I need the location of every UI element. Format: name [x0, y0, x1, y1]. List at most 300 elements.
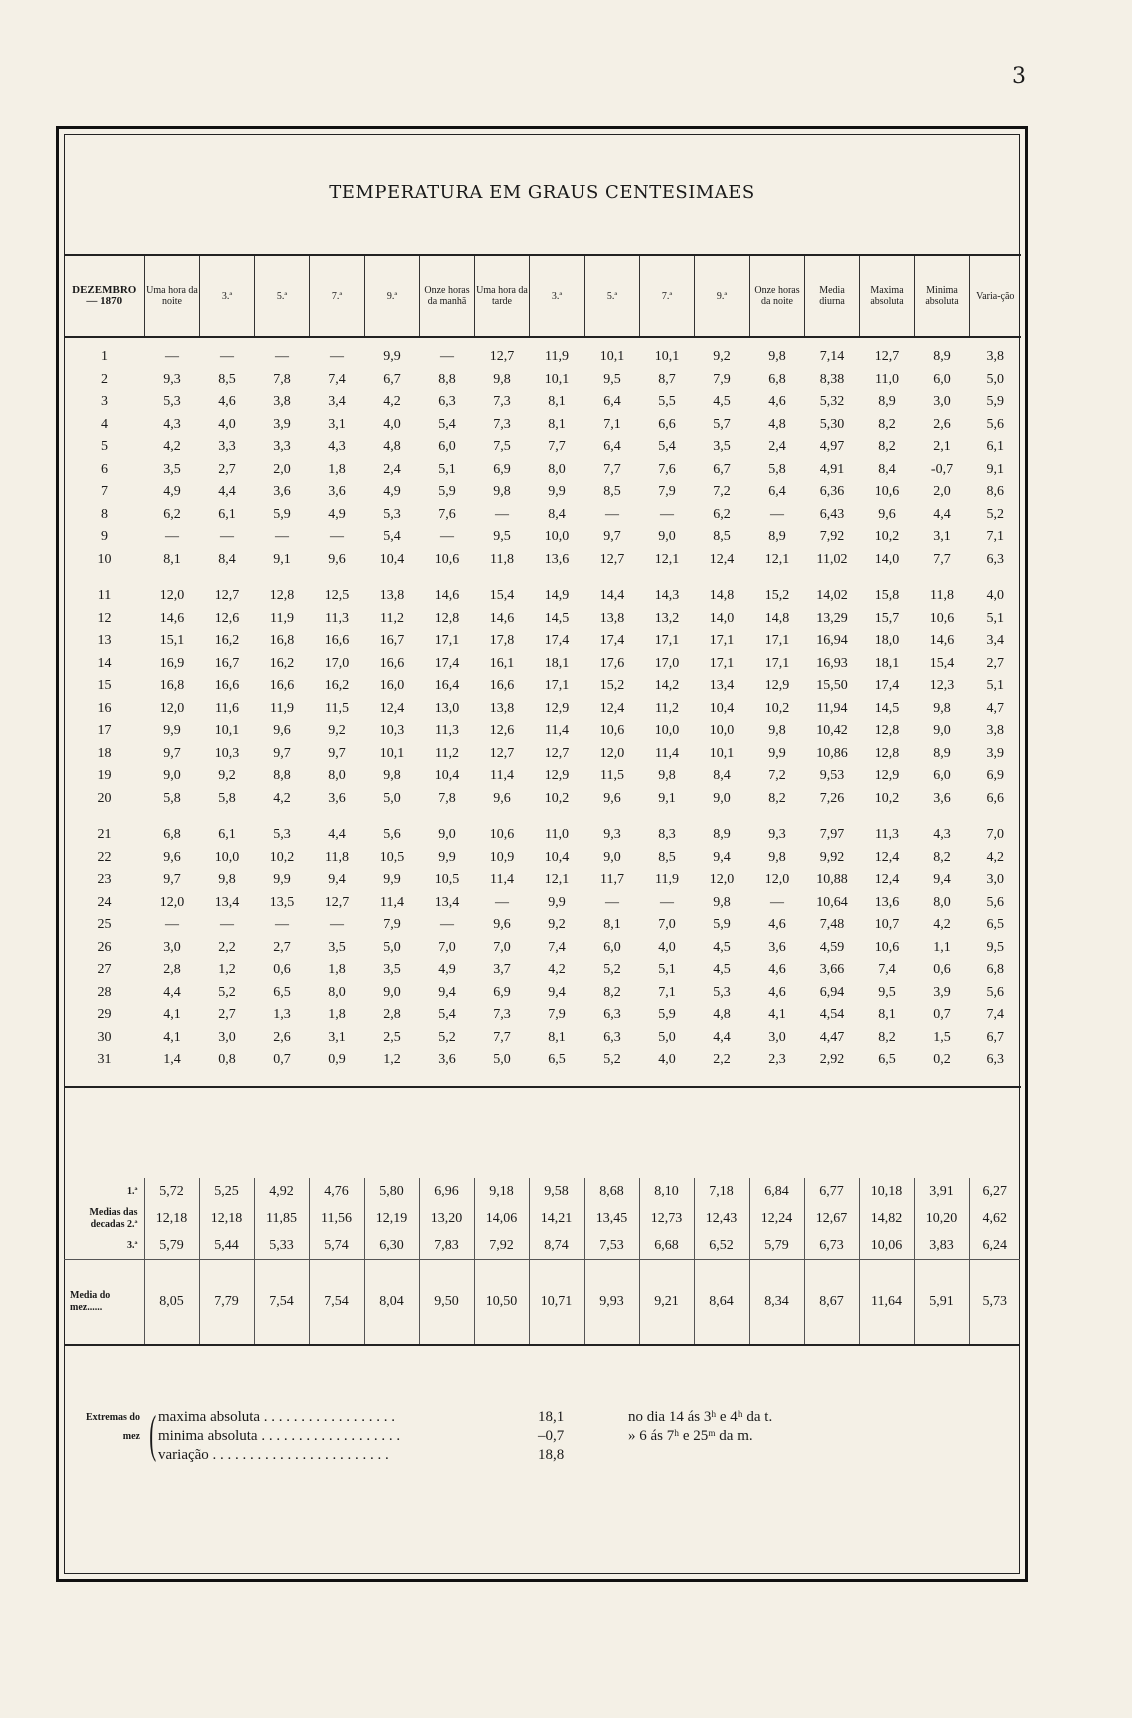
decada-cell: 5,79: [144, 1232, 199, 1260]
table-cell: 17,1: [709, 633, 735, 649]
decada-cell: 10,18: [859, 1178, 914, 1205]
table-row: [65, 892, 1021, 915]
table-cell: 3,5: [328, 939, 346, 955]
table-cell: 10,3: [379, 723, 405, 739]
table-cell: 10,5: [379, 849, 405, 865]
table-cell: 12,4: [599, 700, 625, 716]
decada-cell: 13,20: [419, 1205, 474, 1232]
table-cell: 5,4: [438, 1007, 456, 1023]
table-cell: 9,6: [163, 849, 181, 865]
table-cell: 4,6: [218, 394, 236, 410]
table-cell: 2,0: [273, 461, 291, 477]
table-cell: 9,3: [603, 827, 621, 843]
decada-cell: 6,68: [639, 1232, 694, 1260]
table-cell: 5,8: [163, 790, 181, 806]
media-mez-cell: 5,73: [969, 1260, 1020, 1346]
table-cell: 11,3: [435, 723, 459, 739]
table-cell: 16,2: [269, 655, 295, 671]
table-cell: 6,2: [163, 506, 181, 522]
table-row: [65, 369, 1021, 392]
table-cell: 3,5: [163, 461, 181, 477]
decada-cell: 6,27: [969, 1178, 1020, 1205]
table-cell: 17,4: [434, 655, 460, 671]
table-cell: 7,0: [438, 939, 456, 955]
table-cell: 6,3: [603, 1007, 621, 1023]
table-cell: 6,2: [713, 506, 731, 522]
table-cell: 10,0: [544, 529, 570, 545]
table-cell: 12,1: [764, 551, 790, 567]
table-cell: 9,8: [768, 723, 786, 739]
table-cell: 10,1: [544, 371, 570, 387]
table-cell: 9,7: [603, 529, 621, 545]
table-cell: 8,5: [713, 529, 731, 545]
decada-row: [64, 1232, 1020, 1260]
table-cell: 6,6: [986, 790, 1004, 806]
extrema-note: no dia 14 ás 3ʰ e 4ʰ da t.: [628, 1409, 773, 1425]
table-cell: 3,8: [986, 349, 1004, 365]
table-cell: 3,1: [328, 416, 346, 432]
table-cell: 0,6: [273, 962, 291, 978]
table-cell: 15,8: [874, 588, 900, 604]
day-cell: 12: [97, 610, 112, 626]
table-cell: —: [220, 349, 234, 365]
table-cell: 8,1: [878, 1007, 896, 1023]
table-cell: 5,5: [658, 394, 676, 410]
table-cell: 9,7: [163, 872, 181, 888]
table-cell: 8,0: [328, 768, 346, 784]
table-cell: 5,4: [658, 439, 676, 455]
table-cell: 2,4: [768, 439, 786, 455]
table-cell: 3,1: [933, 529, 951, 545]
table-row: [65, 608, 1021, 631]
table-cell: 9,0: [658, 529, 676, 545]
table-cell: 10,7: [874, 917, 900, 933]
day-cell: 14: [97, 655, 112, 671]
media-mez-cell: 8,04: [364, 1260, 419, 1346]
table-cell: 6,0: [438, 439, 456, 455]
extrema-label: minima absoluta . . . . . . . . . . . . . . . . . . .: [158, 1428, 401, 1444]
table-cell: 12,7: [324, 894, 350, 910]
table-cell: 9,5: [493, 529, 511, 545]
table-cell: 9,1: [658, 790, 676, 806]
table-cell: 11,94: [816, 700, 848, 716]
table-cell: 14,8: [709, 588, 735, 604]
table-cell: 7,1: [603, 416, 621, 432]
table-cell: 8,9: [768, 529, 786, 545]
table-cell: 4,9: [383, 484, 401, 500]
table-cell: 7,8: [438, 790, 456, 806]
table-cell: 3,5: [713, 439, 731, 455]
table-cell: 4,91: [819, 461, 845, 477]
decada-cell: 9,18: [474, 1178, 529, 1205]
day-cell: 10: [97, 551, 112, 567]
table-cell: 2,7: [218, 461, 236, 477]
table-cell: 8,3: [658, 827, 676, 843]
table-cell: 12,0: [599, 745, 625, 761]
table-row: [65, 459, 1021, 482]
table-cell: 9,0: [603, 849, 621, 865]
table-cell: 9,9: [163, 723, 181, 739]
table-cell: 10,42: [816, 723, 848, 739]
table-cell: 9,2: [328, 723, 346, 739]
decada-cell: 6,73: [804, 1232, 859, 1260]
table-cell: 10,0: [709, 723, 735, 739]
table-cell: 13,4: [214, 894, 240, 910]
table-cell: 10,1: [709, 745, 735, 761]
table-cell: 5,3: [713, 984, 731, 1000]
table-cell: 9,4: [933, 872, 951, 888]
table-cell: 16,8: [269, 633, 295, 649]
column-header: Onze horas da manhã: [420, 255, 475, 337]
table-cell: 7,48: [819, 917, 845, 933]
table-cell: 4,4: [163, 984, 181, 1000]
table-cell: 10,4: [434, 768, 460, 784]
table-cell: 6,94: [819, 984, 845, 1000]
table-cell: 12,8: [874, 723, 900, 739]
table-cell: 18,1: [544, 655, 570, 671]
table-cell: 4,4: [328, 827, 346, 843]
table-cell: 12,1: [544, 872, 570, 888]
table-cell: 4,0: [658, 1052, 676, 1068]
table-cell: 1,4: [163, 1052, 181, 1068]
table-cell: 3,4: [986, 633, 1004, 649]
table-cell: —: [660, 894, 674, 910]
decada-cell: 10,06: [859, 1232, 914, 1260]
table-cell: 11,8: [930, 588, 954, 604]
table-cell: 3,6: [768, 939, 786, 955]
table-cell: 4,9: [328, 506, 346, 522]
table-cell: 9,2: [548, 917, 566, 933]
table-cell: 10,0: [214, 849, 240, 865]
day-cell: 3: [101, 394, 108, 410]
table-row: [65, 959, 1021, 982]
table-row: [65, 698, 1021, 721]
table-cell: 8,1: [603, 917, 621, 933]
table-cell: 13,8: [379, 588, 405, 604]
table-cell: 3,66: [819, 962, 845, 978]
table-cell: 4,6: [768, 394, 786, 410]
table-cell: 4,3: [328, 439, 346, 455]
table-cell: 5,1: [658, 962, 676, 978]
day-cell: 20: [97, 790, 112, 806]
table-cell: 12,9: [544, 700, 570, 716]
table-cell: 6,5: [878, 1052, 896, 1068]
table-cell: 5,3: [163, 394, 181, 410]
decada-cell: 6,52: [694, 1232, 749, 1260]
table-cell: —: [605, 894, 619, 910]
table-cell: 3,6: [933, 790, 951, 806]
table-cell: 8,1: [548, 416, 566, 432]
table-cell: 9,8: [493, 484, 511, 500]
extrema-label: variação . . . . . . . . . . . . . . . . . . . . . . . .: [158, 1447, 389, 1463]
table-row: [65, 743, 1021, 766]
decada-cell: 5,80: [364, 1178, 419, 1205]
table-cell: 11,5: [600, 768, 624, 784]
table-cell: 7,4: [328, 371, 346, 387]
media-mez-label: Media do mez......: [64, 1260, 144, 1346]
table-cell: 1,8: [328, 962, 346, 978]
decade-gap: [65, 571, 1021, 585]
table-cell: 11,7: [600, 872, 624, 888]
table-cell: 9,9: [383, 872, 401, 888]
decada-cell: 8,68: [584, 1178, 639, 1205]
table-cell: 7,5: [493, 439, 511, 455]
table-cell: 10,6: [489, 827, 515, 843]
table-cell: 3,5: [383, 962, 401, 978]
table-cell: 16,7: [214, 655, 240, 671]
table-cell: 12,9: [764, 678, 790, 694]
table-cell: 11,02: [816, 551, 848, 567]
table-cell: 9,3: [163, 371, 181, 387]
table-cell: 3,3: [218, 439, 236, 455]
table-cell: 5,9: [986, 394, 1004, 410]
media-mez-cell: 9,93: [584, 1260, 639, 1346]
table-cell: 4,2: [383, 394, 401, 410]
table-cell: 2,4: [383, 461, 401, 477]
day-cell: 28: [97, 984, 112, 1000]
table-cell: 8,0: [328, 984, 346, 1000]
table-cell: 5,0: [493, 1052, 511, 1068]
table-cell: 5,8: [218, 790, 236, 806]
table-cell: 16,6: [324, 633, 350, 649]
table-cell: 2,7: [273, 939, 291, 955]
table-row: [65, 436, 1021, 459]
table-cell: —: [495, 506, 509, 522]
table-cell: 7,3: [493, 394, 511, 410]
decada-cell: 10,20: [914, 1205, 969, 1232]
table-cell: 10,2: [544, 790, 570, 806]
table-cell: 3,9: [986, 745, 1004, 761]
media-mez-cell: 9,50: [419, 1260, 474, 1346]
table-cell: 3,1: [328, 1029, 346, 1045]
table-cell: 7,7: [493, 1029, 511, 1045]
table-cell: 5,9: [658, 1007, 676, 1023]
table-cell: 16,6: [214, 678, 240, 694]
table-cell: 10,9: [489, 849, 515, 865]
table-cell: —: [275, 529, 289, 545]
column-header: 3.ª: [200, 255, 255, 337]
table-cell: 16,1: [489, 655, 515, 671]
table-cell: 5,0: [383, 790, 401, 806]
table-cell: 3,4: [328, 394, 346, 410]
column-header: Media diurna: [805, 255, 860, 337]
day-cell: 19: [97, 768, 112, 784]
column-header: 5.ª: [585, 255, 640, 337]
decada-cell: 13,45: [584, 1205, 639, 1232]
day-cell: 18: [97, 745, 112, 761]
table-row: [65, 869, 1021, 892]
table-cell: 3,7: [493, 962, 511, 978]
table-cell: 8,5: [603, 484, 621, 500]
table-cell: 3,0: [218, 1029, 236, 1045]
table-cell: 10,2: [874, 529, 900, 545]
table-cell: 3,6: [438, 1052, 456, 1068]
table-cell: 8,1: [163, 551, 181, 567]
table-row: [65, 720, 1021, 743]
table-row: [65, 982, 1021, 1005]
table-cell: 14,6: [159, 610, 185, 626]
table-cell: 5,6: [383, 827, 401, 843]
decada-cell: 12,18: [144, 1205, 199, 1232]
table-cell: 11,4: [380, 894, 404, 910]
media-mez-cell: 5,91: [914, 1260, 969, 1346]
decada-cell: 7,92: [474, 1232, 529, 1260]
table-cell: 7,1: [658, 984, 676, 1000]
table-cell: 9,8: [658, 768, 676, 784]
table-cell: 6,8: [163, 827, 181, 843]
table-row: [65, 337, 1021, 369]
table-cell: 8,4: [548, 506, 566, 522]
table-cell: 16,2: [214, 633, 240, 649]
table-cell: 12,1: [654, 551, 680, 567]
table-cell: 12,3: [929, 678, 955, 694]
table-cell: 14,8: [764, 610, 790, 626]
table-cell: 7,9: [548, 1007, 566, 1023]
extrema-note: » 6 ás 7ʰ e 25ᵐ da m.: [628, 1428, 753, 1444]
table-cell: 11,2: [435, 745, 459, 761]
table-cell: 8,5: [218, 371, 236, 387]
extrema-value: 18,8: [538, 1447, 565, 1463]
decada-cell: 6,30: [364, 1232, 419, 1260]
table-cell: —: [330, 529, 344, 545]
day-cell: 7: [101, 484, 108, 500]
table-cell: 11,6: [215, 700, 239, 716]
table-cell: 8,8: [273, 768, 291, 784]
table-cell: 9,8: [768, 849, 786, 865]
table-cell: 6,5: [548, 1052, 566, 1068]
table-cell: 16,6: [269, 678, 295, 694]
table-cell: 12,4: [874, 872, 900, 888]
table-cell: 11,3: [875, 827, 899, 843]
table-cell: 8,9: [878, 394, 896, 410]
table-cell: 7,4: [986, 1007, 1004, 1023]
table-cell: 9,2: [218, 768, 236, 784]
table-cell: 9,6: [273, 723, 291, 739]
table-cell: 4,3: [163, 416, 181, 432]
table-cell: 6,1: [986, 439, 1004, 455]
table-cell: 5,9: [273, 506, 291, 522]
media-mez-cell: 7,54: [254, 1260, 309, 1346]
table-cell: 7,0: [493, 939, 511, 955]
table-cell: 9,0: [383, 984, 401, 1000]
table-cell: 14,4: [599, 588, 625, 604]
table-cell: 11,4: [655, 745, 679, 761]
table-cell: 16,6: [489, 678, 515, 694]
table-cell: 3,8: [986, 723, 1004, 739]
decada-cell: 12,73: [639, 1205, 694, 1232]
table-cell: 3,9: [933, 984, 951, 1000]
table-cell: 3,6: [328, 484, 346, 500]
table-cell: 5,0: [986, 371, 1004, 387]
table-cell: 6,1: [218, 827, 236, 843]
table-cell: —: [165, 917, 179, 933]
table-cell: 10,0: [654, 723, 680, 739]
table-cell: 14,2: [654, 678, 680, 694]
table-cell: 6,8: [986, 962, 1004, 978]
table-cell: 8,9: [933, 349, 951, 365]
decada-cell: 6,96: [419, 1178, 474, 1205]
extremas-label: Extremas do mez: [86, 1412, 140, 1442]
table-cell: 4,9: [438, 962, 456, 978]
table-cell: 10,1: [599, 349, 625, 365]
table-cell: 5,2: [218, 984, 236, 1000]
table-cell: 6,7: [383, 371, 401, 387]
table-cell: 5,30: [819, 416, 845, 432]
table-cell: 4,7: [986, 700, 1004, 716]
table-cell: 9,0: [713, 790, 731, 806]
table-cell: 11,8: [490, 551, 514, 567]
table-cell: 9,9: [548, 484, 566, 500]
table-cell: 6,3: [986, 551, 1004, 567]
table-cell: 9,4: [438, 984, 456, 1000]
table-cell: 4,9: [163, 484, 181, 500]
table-cell: 9,5: [603, 371, 621, 387]
day-cell: 6: [101, 461, 108, 477]
page-number: 3: [1012, 64, 1026, 89]
table-row: [65, 675, 1021, 698]
decada-cell: 6,24: [969, 1232, 1020, 1260]
column-header: Maxima absoluta: [860, 255, 915, 337]
table-cell: 11,9: [270, 610, 294, 626]
table-cell: 6,0: [603, 939, 621, 955]
table-cell: 12,7: [599, 551, 625, 567]
table-cell: 16,93: [816, 655, 848, 671]
extrema-row: [158, 1446, 772, 1465]
table-cell: —: [440, 529, 454, 545]
table-cell: 8,4: [713, 768, 731, 784]
table-cell: 8,4: [218, 551, 236, 567]
table-cell: 12,9: [874, 768, 900, 784]
table-cell: 13,6: [874, 894, 900, 910]
table-cell: 4,5: [713, 394, 731, 410]
table-cell: 6,4: [603, 439, 621, 455]
table-cell: 4,8: [768, 416, 786, 432]
media-mez-cell: 8,05: [144, 1260, 199, 1346]
table-cell: 13,5: [269, 894, 295, 910]
table-cell: 4,97: [819, 439, 845, 455]
table-cell: 14,6: [489, 610, 515, 626]
table-cell: 4,8: [383, 439, 401, 455]
table-cell: 11,9: [270, 700, 294, 716]
table-cell: 16,6: [379, 655, 405, 671]
table-cell: 6,3: [986, 1052, 1004, 1068]
table-cell: 7,3: [493, 1007, 511, 1023]
decada-cell: 14,21: [529, 1205, 584, 1232]
table-cell: 17,0: [324, 655, 350, 671]
table-cell: 10,1: [654, 349, 680, 365]
table-cell: 5,0: [658, 1029, 676, 1045]
decada-cell: 12,19: [364, 1205, 419, 1232]
column-header: DEZEMBRO — 1870: [65, 255, 145, 337]
decada-cell: 9,58: [529, 1178, 584, 1205]
table-cell: 12,8: [269, 588, 295, 604]
day-cell: 25: [97, 917, 112, 933]
table-cell: —: [605, 506, 619, 522]
table-cell: 4,4: [933, 506, 951, 522]
decada-cell: 7,53: [584, 1232, 639, 1260]
table-cell: 10,2: [764, 700, 790, 716]
media-mez-cell: 7,54: [309, 1260, 364, 1346]
day-cell: 8: [101, 506, 108, 522]
table-cell: 2,3: [768, 1052, 786, 1068]
decada-cell: 5,72: [144, 1178, 199, 1205]
day-cell: 16: [97, 700, 112, 716]
table-cell: 6,36: [819, 484, 845, 500]
table-cell: 13,4: [709, 678, 735, 694]
decada-cell: 3,91: [914, 1178, 969, 1205]
decada-cell: 7,83: [419, 1232, 474, 1260]
table-cell: 9,9: [548, 894, 566, 910]
